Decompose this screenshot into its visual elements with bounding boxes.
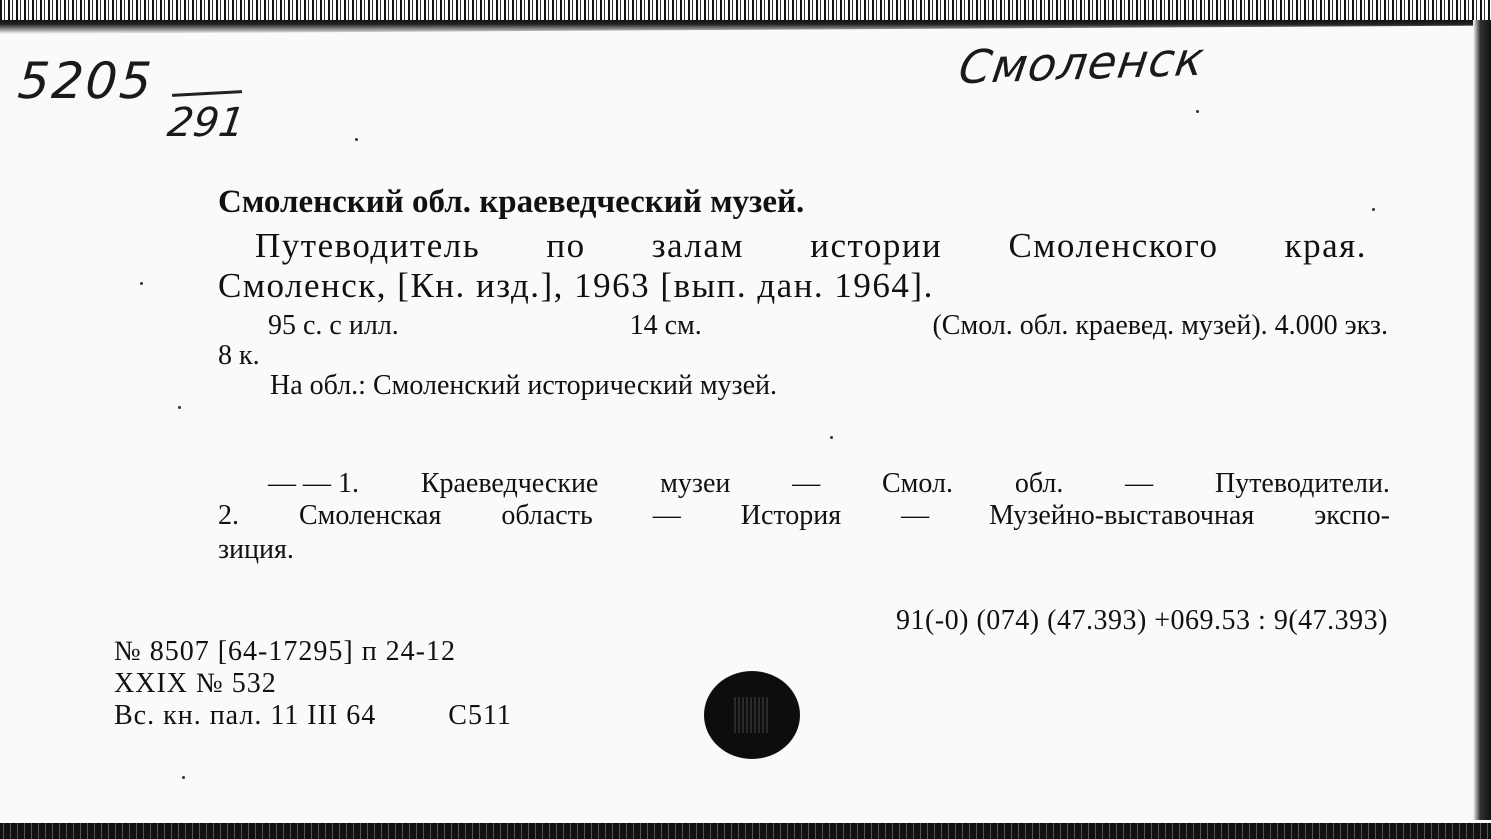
subject-word: — bbox=[792, 468, 821, 499]
scan-speck bbox=[1372, 208, 1375, 211]
subject-word: Музейно-выставочная bbox=[989, 500, 1255, 531]
classification-index: 91(-0) (074) (47.393) +069.53 : 9(47.393) bbox=[896, 605, 1388, 636]
title-word: Смоленского bbox=[1008, 226, 1219, 265]
subject-word: — bbox=[652, 500, 681, 531]
scan-speck bbox=[140, 282, 143, 285]
card-author-heading: Смоленский обл. краеведческий музей. bbox=[218, 184, 805, 220]
title-word: залам bbox=[651, 226, 745, 265]
card-collation bbox=[268, 310, 1388, 342]
handwritten-call-number: 5205 bbox=[15, 52, 156, 110]
subject-word: 2. bbox=[218, 500, 239, 531]
handwritten-fraction-bar bbox=[172, 90, 242, 97]
scan-edge-top bbox=[0, 0, 1491, 20]
punch-hole bbox=[704, 671, 800, 759]
title-word: по bbox=[546, 226, 586, 265]
card-cover-note: На обл.: Смоленский исторический музей. bbox=[270, 370, 778, 401]
subject-word: Смоленская bbox=[299, 500, 442, 531]
subject-word: Смол. bbox=[882, 468, 953, 499]
collation-series: (Смол. обл. краевед. музей). 4.000 экз. bbox=[932, 310, 1388, 341]
scan-speck bbox=[182, 776, 185, 779]
scan-edge-bottom bbox=[0, 823, 1491, 839]
subject-word: Краеведческие bbox=[420, 468, 599, 499]
handwritten-city: Смоленск bbox=[955, 31, 1209, 95]
collation-size: 14 см. bbox=[629, 310, 702, 341]
subject-word: обл. bbox=[1014, 468, 1064, 499]
subject-word: музеи bbox=[660, 468, 731, 499]
title-word: истории bbox=[810, 226, 943, 265]
subject-word: Путеводители. bbox=[1214, 468, 1390, 499]
collation-pages: 95 с. с илл. bbox=[268, 310, 399, 341]
registry-number: № 8507 [64-17295] п 24-12 bbox=[114, 636, 456, 667]
scan-speck bbox=[178, 406, 181, 409]
scan-speck bbox=[830, 436, 833, 439]
subject-word: — — 1. bbox=[268, 468, 359, 499]
scan-speck bbox=[355, 138, 358, 141]
title-word: Путеводитель bbox=[255, 226, 481, 265]
scan-shadow-top bbox=[0, 20, 1491, 34]
subject-word: История bbox=[740, 500, 842, 531]
registry-volume: XXIX № 532 bbox=[114, 668, 277, 699]
subject-word: область bbox=[501, 500, 593, 531]
scan-edge-right bbox=[1473, 20, 1491, 820]
card-price: 8 к. bbox=[218, 340, 260, 371]
card-subjects-line-3: зиция. bbox=[218, 534, 294, 565]
registry-chamber bbox=[114, 700, 512, 732]
title-word: края. bbox=[1284, 226, 1367, 265]
card-imprint: Смоленск, [Кн. изд.], 1963 [вып. дан. 1964]. bbox=[218, 266, 934, 305]
registry-chamber-date: Вс. кн. пал. 11 III 64 bbox=[114, 700, 377, 731]
subject-word: экспо- bbox=[1314, 500, 1390, 531]
card-subjects-line-2 bbox=[218, 500, 1390, 532]
card-subjects-line-1 bbox=[268, 468, 1390, 500]
subject-word: — bbox=[901, 500, 930, 531]
registry-code: С511 bbox=[448, 700, 512, 731]
scan-speck bbox=[1196, 110, 1199, 113]
card-title-line bbox=[255, 226, 1367, 266]
subject-word: — bbox=[1125, 468, 1154, 499]
handwritten-call-number-denominator: 291 bbox=[164, 100, 248, 146]
